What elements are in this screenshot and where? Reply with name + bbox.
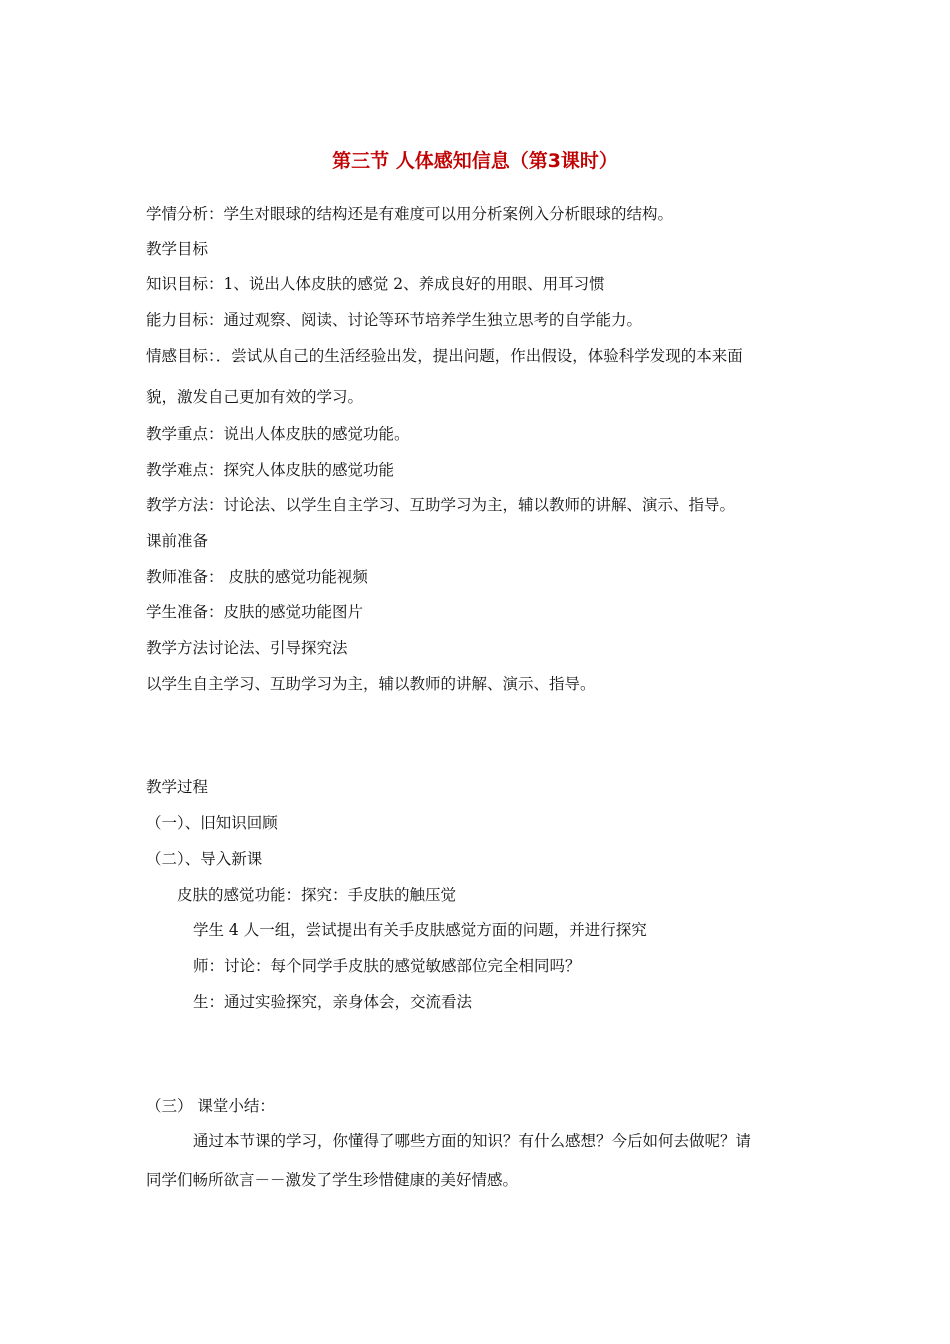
text-line: 教学重点：说出人体皮肤的感觉功能。 (146, 425, 410, 443)
text-line: 生：通过实验探究，亲身体会，交流看法 (193, 993, 473, 1011)
section-heading: （一）、旧知识回顾 (146, 814, 278, 832)
text-line: 教学方法讨论法、引导探究法 (146, 639, 348, 657)
text-line: 教学目标 (146, 240, 209, 258)
text-line: 师：讨论：每个同学手皮肤的感觉敏感部位完全相同吗？ (193, 957, 581, 975)
page-title: 第三节 人体感知信息（第3课时） (332, 150, 618, 172)
text-line: 教学难点：探究人体皮肤的感觉功能 (146, 461, 395, 479)
text-line: 知识目标：1、说出人体皮肤的感觉 2、养成良好的用眼、用耳习惯 (146, 275, 605, 293)
text-line: 能力目标：通过观察、阅读、讨论等环节培养学生独立思考的自学能力。 (146, 311, 643, 329)
text-line: 学生准备：皮肤的感觉功能图片 (146, 603, 364, 621)
text-line: 貌，激发自己更加有效的学习。 (146, 388, 364, 406)
text-line: 教学方法：讨论法、以学生自主学习、互助学习为主，辅以教师的讲解、演示、指导。 (146, 496, 736, 514)
text-line: 学生 4 人一组，尝试提出有关手皮肤感觉方面的问题，并进行探究 (193, 921, 647, 939)
text-line: 课前准备 (146, 532, 209, 550)
text-line: 通过本节课的学习，你懂得了哪些方面的知识？有什么感想？今后如何去做呢？请 (193, 1132, 752, 1150)
text-line: 情感目标：．尝试从自己的生活经验出发，提出问题，作出假设，体验科学发现的本来面 (146, 347, 743, 365)
text-line: 以学生自主学习、互助学习为主，辅以教师的讲解、演示、指导。 (146, 675, 596, 693)
text-line: 同学们畅所欲言－－激发了学生珍惜健康的美好情感。 (146, 1171, 519, 1189)
section-heading: （三） 课堂小结： (146, 1097, 275, 1115)
section-heading: 教学过程 (146, 778, 209, 796)
text-line: 皮肤的感觉功能：探究：手皮肤的触压觉 (177, 886, 457, 904)
text-line: 教师准备： 皮肤的感觉功能视频 (146, 568, 368, 586)
section-heading: （二）、导入新课 (146, 850, 263, 868)
text-line: 学情分析：学生对眼球的结构还是有难度可以用分析案例入分析眼球的结构。 (146, 205, 674, 223)
